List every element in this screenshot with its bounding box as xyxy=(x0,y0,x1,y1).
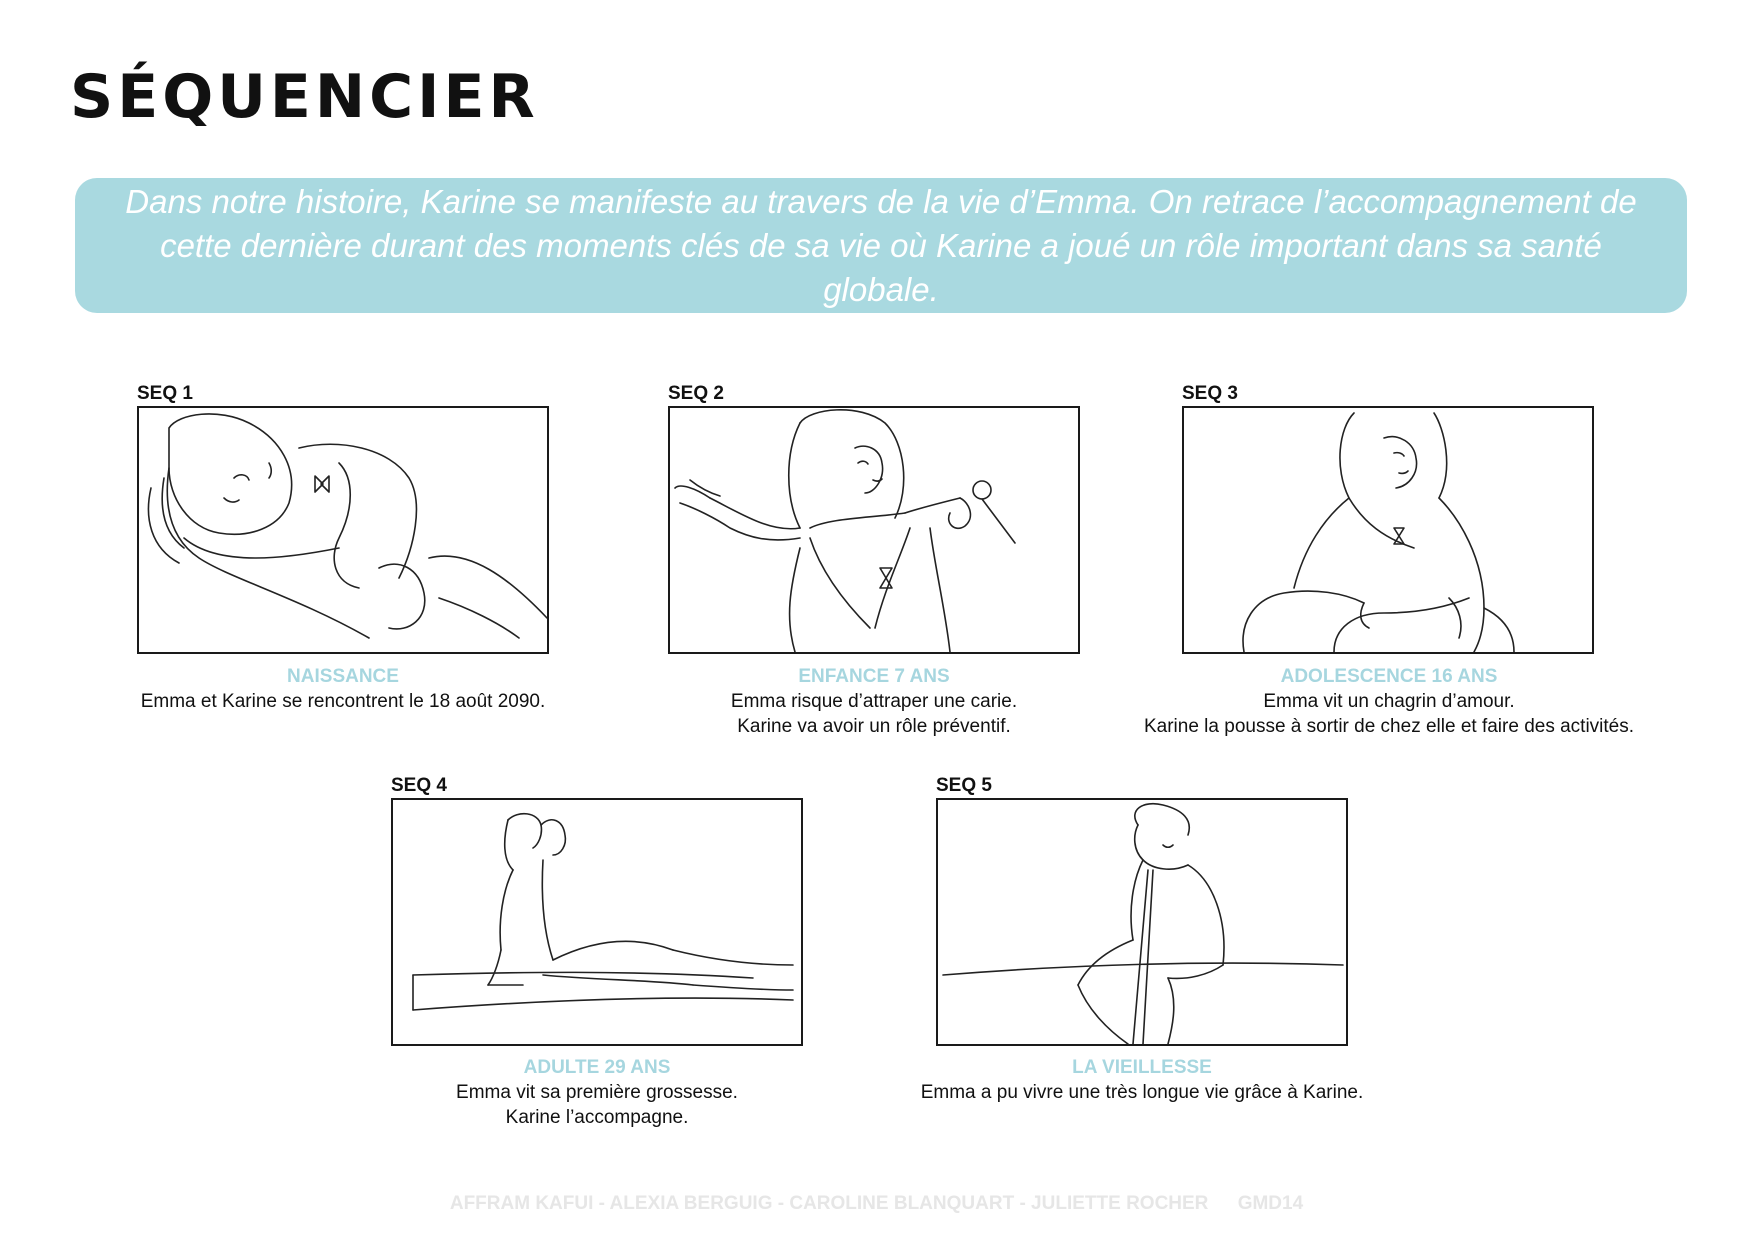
seq-5-caption xyxy=(896,1055,1388,1105)
seq-4-label: SEQ 4 xyxy=(391,775,447,796)
elderly-illustration xyxy=(938,800,1346,1044)
seq-4-description-line-2: Karine l’accompagne. xyxy=(505,1107,689,1128)
seq-3-caption xyxy=(1126,664,1652,739)
child-illustration xyxy=(670,408,1078,652)
yoga-illustration xyxy=(393,800,801,1044)
seq-1-caption xyxy=(111,664,575,714)
seq-2-caption xyxy=(640,664,1108,739)
seq-5-heading: LA VIEILLESSE xyxy=(1072,1057,1212,1078)
seq-4-frame xyxy=(391,798,803,1046)
seq-1-description: Emma et Karine se rencontrent le 18 août 2090. xyxy=(140,691,546,712)
seq-2-heading: ENFANCE 7 ANS xyxy=(798,666,950,687)
seq-2-description-line-1: Emma risque d’attraper une carie. xyxy=(730,691,1018,712)
seq-4-caption xyxy=(361,1055,833,1130)
page-title: SÉQUENCIER xyxy=(70,62,539,132)
seq-1-label: SEQ 1 xyxy=(137,383,193,404)
seq-1-frame xyxy=(137,406,549,654)
seq-5-label: SEQ 5 xyxy=(936,775,992,796)
seq-2-label: SEQ 2 xyxy=(668,383,724,404)
footer-authors: AFFRAM KAFUI - ALEXIA BERGUIG - CAROLINE BLANQUART - JULIETTE ROCHER xyxy=(449,1193,1209,1214)
seq-3-heading: ADOLESCENCE 16 ANS xyxy=(1280,666,1498,687)
seq-3-description-line-2: Karine la pousse à sortir de chez elle et faire des activités. xyxy=(1143,716,1635,737)
seq-3-frame xyxy=(1182,406,1594,654)
seq-1-heading: NAISSANCE xyxy=(287,666,399,687)
seq-2-frame xyxy=(668,406,1080,654)
seq-2-description-line-2: Karine va avoir un rôle préventif. xyxy=(737,716,1011,737)
seq-4-heading: ADULTE 29 ANS xyxy=(523,1057,671,1078)
seq-3-description-line-1: Emma vit un chagrin d’amour. xyxy=(1263,691,1515,712)
footer-course: GMD14 xyxy=(1237,1193,1304,1214)
intro-banner xyxy=(75,178,1687,313)
newborn-illustration xyxy=(139,408,547,652)
teenager-illustration xyxy=(1184,408,1592,652)
seq-3-label: SEQ 3 xyxy=(1182,383,1238,404)
footer xyxy=(0,1193,1753,1215)
seq-4-description-line-1: Emma vit sa première grossesse. xyxy=(456,1082,738,1103)
seq-5-description: Emma a pu vivre une très longue vie grâce à Karine. xyxy=(920,1082,1364,1103)
intro-text: Dans notre histoire, Karine se manifeste au travers de la vie d’Emma. On retrace l’accompagnement de cette dernière durant des moments clés de sa vie où Karine a joué un rôle important dans sa santé globale. xyxy=(125,182,1637,308)
seq-5-frame xyxy=(936,798,1348,1046)
